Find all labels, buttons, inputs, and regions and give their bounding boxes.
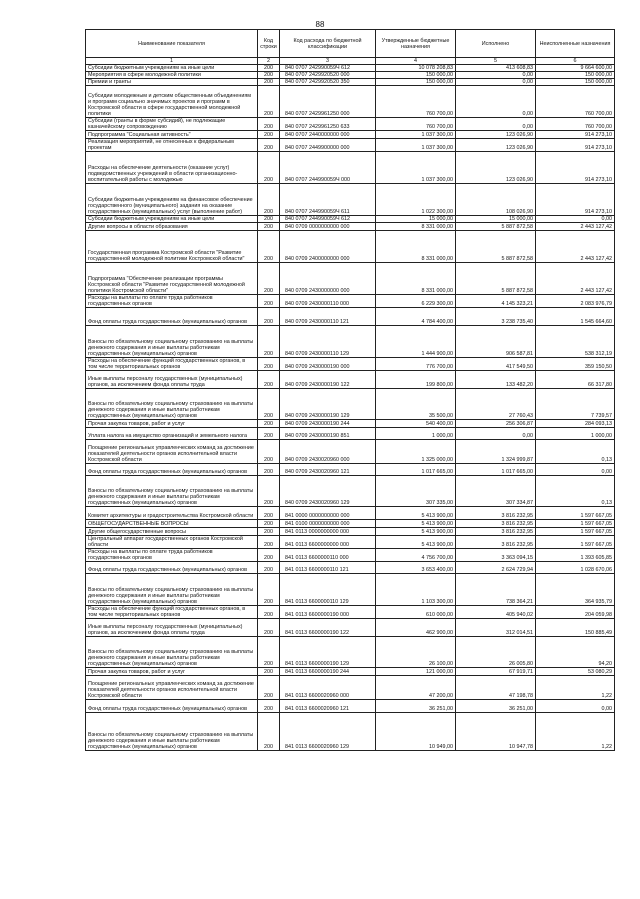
table-row [86,606,615,619]
cell-unexecuted: 914 273,10 [536,131,615,139]
cell-name: Субсидии бюджетным учреждениям на иные цели [86,216,258,223]
table-row [86,420,615,428]
cell-budget-code: 840 0709 2430000190 129 [280,389,376,420]
cell-approved: 199 800,00 [376,371,456,389]
cell-executed: 2 624 729,94 [456,562,536,574]
page-number: 88 [315,20,325,29]
cell-unexecuted: 150 885,49 [536,619,615,637]
table-row [86,637,615,668]
table-row [86,65,615,72]
cell-budget-code: 841 0113 6600000000 000 [280,536,376,549]
cell-executed: 0,00 [456,428,536,440]
table-row [86,507,615,520]
cell-name: Другие вопросы в области образования [86,223,258,231]
cell-name: Расходы на обеспечение деятельности (оказание услуг) подведомственных учреждений в области организационно-воспитательной работы с молодежью [86,152,258,184]
cell-approved: 1 000,00 [376,428,456,440]
cell-budget-code: 841 0113 6600020960 129 [280,713,376,751]
budget-execution-table [85,29,615,751]
cell-name: Взносы по обязательному социальному страхованию на выплаты денежного содержания и иные выплаты работникам государственных (муниципальных) органов [86,637,258,668]
table-row [86,86,615,118]
cell-unexecuted: 1 000,00 [536,428,615,440]
table-row [86,668,615,676]
cell-budget-code: 840 0707 2449900000 000 [280,139,376,152]
cell-unexecuted: 66 317,80 [536,371,615,389]
cell-name: Субсидии (гранты в форме субсидий), не подлежащие казначейскому сопровождению [86,118,258,131]
cell-unexecuted: 150 000,00 [536,79,615,86]
cell-name: Центральный аппарат государственных органов Костромской области [86,536,258,549]
cell-name: Субсидии бюджетным учреждениям на иные цели [86,65,258,72]
cell-line-code: 200 [258,65,280,72]
cell-executed: 0,00 [456,72,536,79]
cell-budget-code: 841 0113 6600000190 000 [280,606,376,619]
cell-budget-code: 840 0709 2430000190 122 [280,371,376,389]
cell-executed: 123 026,90 [456,131,536,139]
cell-executed: 108 026,90 [456,184,536,216]
cell-unexecuted: 538 312,19 [536,326,615,358]
cell-executed: 15 000,00 [456,216,536,223]
cell-budget-code: 840 0709 2430000110 000 [280,295,376,308]
cell-name: Расходы на выплаты по оплате труда работников государственных органов [86,295,258,308]
table-row [86,619,615,637]
cell-executed: 1 324 999,87 [456,440,536,464]
cell-name: Подпрограмма "Обеспечение реализации программы Костромской области "Развитие государственной молодежной политики Костромской области" [86,263,258,295]
cell-line-code: 200 [258,152,280,184]
table-row [86,263,615,295]
cell-budget-code: 840 0709 2430020960 129 [280,476,376,507]
cell-unexecuted: 914 273,10 [536,152,615,184]
cell-approved: 5 413 900,00 [376,507,456,520]
table-row [86,223,615,231]
cell-name: Субсидии молодежным и детским общественным объединениям и программ социально значимых проектов и программ в Костромской области в сфере государственной молодежной политики [86,86,258,118]
cell-line-code: 200 [258,358,280,371]
cell-name: Фонд оплаты труда государственных (муниципальных) органов [86,308,258,326]
table-row [86,131,615,139]
cell-line-code: 200 [258,420,280,428]
cell-name: Взносы по обязательному социальному страхованию на выплаты денежного содержания и иные выплаты работникам государственных (муниципальных) органов [86,389,258,420]
cell-line-code: 200 [258,713,280,751]
table-row [86,676,615,700]
table-row [86,713,615,751]
cell-name: Взносы по обязательному социальному страхованию на выплаты денежного содержания и иные выплаты работникам государственных (муниципальных) органов [86,476,258,507]
table-row [86,562,615,574]
cell-unexecuted: 760 700,00 [536,118,615,131]
cell-budget-code: 840 0707 2429920520 350 [280,79,376,86]
cell-budget-code: 840 0709 2430000190 000 [280,358,376,371]
cell-executed: 27 760,43 [456,389,536,420]
cell-unexecuted: 1 393 605,85 [536,549,615,562]
table-row [86,184,615,216]
cell-approved: 760 700,00 [376,86,456,118]
cell-name: Подпрограмма "Социальная активность" [86,131,258,139]
cell-approved: 1 017 665,00 [376,464,456,476]
table-row [86,520,615,528]
cell-executed: 0,00 [456,86,536,118]
cell-budget-code: 840 0707 2429961250 000 [280,86,376,118]
cell-name: Поощрение региональных управленческих команд за достижение показателей деятельности органов исполнительной власти Костромской области [86,676,258,700]
cell-line-code: 200 [258,676,280,700]
cell-line-code: 200 [258,72,280,79]
cell-name: Другие общегосударственные вопросы [86,528,258,536]
cell-executed: 5 887 872,58 [456,231,536,263]
cell-unexecuted: 1,22 [536,676,615,700]
cell-approved: 1 325 000,00 [376,440,456,464]
cell-executed: 26 005,80 [456,637,536,668]
cell-executed: 906 587,81 [456,326,536,358]
cell-approved: 3 653 400,00 [376,562,456,574]
cell-executed: 3 363 094,15 [456,549,536,562]
cell-name: Субсидии бюджетным учреждениям на финансовое обеспечение государственного (муниципального) задания на оказание государственных (муниципальных) услуг (выполнение работ) [86,184,258,216]
cell-unexecuted: 1,22 [536,713,615,751]
table-row [86,139,615,152]
cell-budget-code: 841 0113 6600000190 244 [280,668,376,676]
cell-approved: 121 000,00 [376,668,456,676]
cell-executed: 4 145 323,21 [456,295,536,308]
cell-name: Расходы на обеспечение функций государственных органов, в том числе территориальных органов [86,606,258,619]
cell-name: ОБЩЕГОСУДАРСТВЕННЫЕ ВОПРОСЫ [86,520,258,528]
cell-approved: 4 784 400,00 [376,308,456,326]
cell-approved: 760 700,00 [376,118,456,131]
cell-line-code: 200 [258,216,280,223]
cell-budget-code: 840 0709 2430000190 851 [280,428,376,440]
cell-approved: 35 500,00 [376,389,456,420]
cell-executed: 312 014,51 [456,619,536,637]
cell-budget-code: 841 0100 0000000000 000 [280,520,376,528]
cell-line-code: 200 [258,389,280,420]
cell-approved: 610 000,00 [376,606,456,619]
header-line-code: Код строки [258,30,280,58]
column-index: 2 [258,58,280,65]
cell-name: Прочая закупка товаров, работ и услуг [86,420,258,428]
cell-line-code: 200 [258,520,280,528]
cell-unexecuted: 1 545 664,60 [536,308,615,326]
table-row [86,79,615,86]
cell-executed: 3 238 735,40 [456,308,536,326]
cell-budget-code: 841 0113 6600000110 121 [280,562,376,574]
cell-budget-code: 840 0709 2430000110 129 [280,326,376,358]
cell-unexecuted: 0,13 [536,476,615,507]
cell-name: Расходы на обеспечение функций государственных органов, в том числе территориальных органов [86,358,258,371]
cell-approved: 540 400,00 [376,420,456,428]
cell-unexecuted: 2 443 127,42 [536,231,615,263]
cell-budget-code: 840 0709 2430020960 000 [280,440,376,464]
cell-line-code: 200 [258,440,280,464]
column-index: 1 [86,58,258,65]
cell-name: Реализация мероприятий, не отнесенных к федеральным проектам [86,139,258,152]
cell-budget-code: 840 0709 2430020960 121 [280,464,376,476]
table-row [86,152,615,184]
cell-unexecuted: 914 273,10 [536,139,615,152]
cell-name: Взносы по обязательному социальному страхованию на выплаты денежного содержания и иные выплаты работникам государственных (муниципальных) органов [86,326,258,358]
cell-approved: 10 078 208,83 [376,65,456,72]
cell-unexecuted: 150 000,00 [536,72,615,79]
cell-budget-code: 841 0000 0000000000 000 [280,507,376,520]
cell-line-code: 200 [258,606,280,619]
cell-unexecuted: 914 273,10 [536,184,615,216]
cell-name: Фонд оплаты труда государственных (муниципальных) органов [86,562,258,574]
cell-executed: 3 816 232,95 [456,536,536,549]
cell-executed: 0,00 [456,118,536,131]
cell-approved: 8 331 000,00 [376,263,456,295]
table-row [86,440,615,464]
column-index: 6 [536,58,615,65]
cell-unexecuted: 0,00 [536,464,615,476]
cell-line-code: 200 [258,231,280,263]
cell-name: Уплата налога на имущество организаций и земельного налога [86,428,258,440]
cell-line-code: 200 [258,464,280,476]
header-approved: Утвержденные бюджетные назначения [376,30,456,58]
cell-name: Взносы по обязательному социальному страхованию на выплаты денежного содержания и иные выплаты работникам государственных (муниципальных) органов [86,574,258,606]
cell-line-code: 200 [258,223,280,231]
cell-name: Комитет архитектуры и градостроительства Костромской области [86,507,258,520]
cell-line-code: 200 [258,619,280,637]
cell-approved: 4 756 700,00 [376,549,456,562]
table-row [86,464,615,476]
cell-budget-code: 840 0707 242990059Ч 612 [280,65,376,72]
table-row [86,574,615,606]
cell-unexecuted: 2 083 976,79 [536,295,615,308]
table-row [86,700,615,713]
cell-budget-code: 840 0709 2400000000 000 [280,231,376,263]
cell-approved: 8 331 000,00 [376,223,456,231]
cell-line-code: 200 [258,184,280,216]
cell-executed: 3 816 232,95 [456,507,536,520]
cell-line-code: 200 [258,326,280,358]
cell-executed: 1 017 665,00 [456,464,536,476]
cell-budget-code: 840 0709 2430000190 244 [280,420,376,428]
cell-unexecuted: 9 664 600,00 [536,65,615,72]
cell-executed: 10 947,78 [456,713,536,751]
cell-unexecuted: 1 597 667,05 [536,520,615,528]
cell-budget-code: 840 0707 244990059Ч 612 [280,216,376,223]
cell-unexecuted: 1 597 667,05 [536,507,615,520]
table-row [86,476,615,507]
cell-executed: 738 364,21 [456,574,536,606]
cell-executed: 405 940,02 [456,606,536,619]
cell-budget-code: 840 0709 2430000000 000 [280,263,376,295]
cell-line-code: 200 [258,295,280,308]
table-row [86,358,615,371]
cell-line-code: 200 [258,536,280,549]
cell-budget-code: 841 0113 6600020960 121 [280,700,376,713]
cell-executed: 3 816 232,95 [456,520,536,528]
cell-approved: 1 444 900,00 [376,326,456,358]
cell-approved: 1 037 300,00 [376,139,456,152]
cell-unexecuted: 1 597 667,05 [536,536,615,549]
cell-approved: 26 100,00 [376,637,456,668]
cell-budget-code: 841 0113 6600000190 129 [280,637,376,668]
cell-executed: 413 608,83 [456,65,536,72]
cell-budget-code: 840 0707 244990059Ч 000 [280,152,376,184]
cell-executed: 123 026,90 [456,152,536,184]
cell-approved: 36 251,00 [376,700,456,713]
cell-line-code: 200 [258,700,280,713]
table-row [86,295,615,308]
cell-budget-code: 840 0707 2440000000 000 [280,131,376,139]
cell-approved: 150 000,00 [376,72,456,79]
table-body [86,65,615,751]
header-executed: Исполнено [456,30,536,58]
cell-name: Фонд оплаты труда государственных (муниципальных) органов [86,464,258,476]
cell-name: Поощрение региональных управленческих команд за достижение показателей деятельности органов исполнительной власти Костромской области [86,440,258,464]
table-row [86,308,615,326]
column-index: 3 [280,58,376,65]
table-row [86,371,615,389]
table-row [86,216,615,223]
cell-unexecuted: 53 080,29 [536,668,615,676]
cell-name: Мероприятия в сфере молодежной политики [86,72,258,79]
cell-line-code: 200 [258,637,280,668]
cell-approved: 5 413 900,00 [376,536,456,549]
cell-unexecuted: 760 700,00 [536,86,615,118]
cell-budget-code: 841 0113 6600020960 000 [280,676,376,700]
cell-approved: 150 000,00 [376,79,456,86]
cell-approved: 5 413 900,00 [376,520,456,528]
cell-executed: 256 306,87 [456,420,536,428]
cell-executed: 133 482,20 [456,371,536,389]
cell-unexecuted: 0,00 [536,216,615,223]
table-row [86,549,615,562]
cell-line-code: 200 [258,428,280,440]
cell-line-code: 200 [258,79,280,86]
cell-unexecuted: 359 150,50 [536,358,615,371]
cell-approved: 15 000,00 [376,216,456,223]
cell-approved: 776 700,00 [376,358,456,371]
cell-approved: 1 022 300,00 [376,184,456,216]
cell-unexecuted: 2 443 127,42 [536,263,615,295]
cell-budget-code: 841 0113 0000000000 000 [280,528,376,536]
header-unexecuted: Неисполненные назначения [536,30,615,58]
cell-line-code: 200 [258,528,280,536]
cell-approved: 307 335,00 [376,476,456,507]
cell-line-code: 200 [258,371,280,389]
cell-line-code: 200 [258,86,280,118]
header-budget-code: Код расхода по бюджетной классификации [280,30,376,58]
cell-budget-code: 840 0707 244990059Ч 611 [280,184,376,216]
cell-line-code: 200 [258,131,280,139]
cell-executed: 47 198,78 [456,676,536,700]
cell-budget-code: 841 0113 6600000190 122 [280,619,376,637]
table-row [86,536,615,549]
cell-line-code: 200 [258,549,280,562]
cell-approved: 1 037 300,00 [376,152,456,184]
cell-executed: 36 251,00 [456,700,536,713]
table-row [86,231,615,263]
cell-budget-code: 840 0707 2429961250 633 [280,118,376,131]
cell-line-code: 200 [258,139,280,152]
cell-approved: 1 103 300,00 [376,574,456,606]
cell-executed: 417 549,50 [456,358,536,371]
cell-executed: 3 816 232,95 [456,528,536,536]
cell-name: Взносы по обязательному социальному страхованию на выплаты денежного содержания и иные выплаты работникам государственных (муниципальных) органов [86,713,258,751]
cell-budget-code: 840 0707 2429920520 000 [280,72,376,79]
cell-unexecuted: 0,13 [536,440,615,464]
cell-name: Фонд оплаты труда государственных (муниципальных) органов [86,700,258,713]
cell-executed: 123 026,90 [456,139,536,152]
cell-approved: 462 900,00 [376,619,456,637]
cell-line-code: 200 [258,562,280,574]
cell-executed: 307 334,87 [456,476,536,507]
table-row [86,326,615,358]
cell-line-code: 200 [258,308,280,326]
cell-name: Иные выплаты персоналу государственных (муниципальных) органов, за исключением фонда оплаты труда [86,371,258,389]
cell-name: Расходы на выплаты по оплате труда работников государственных органов [86,549,258,562]
table-row [86,72,615,79]
cell-executed: 0,00 [456,79,536,86]
cell-unexecuted: 1 028 670,06 [536,562,615,574]
cell-unexecuted: 284 093,13 [536,420,615,428]
header-row [86,30,615,58]
table-row [86,389,615,420]
cell-line-code: 200 [258,476,280,507]
cell-line-code: 200 [258,668,280,676]
column-index: 4 [376,58,456,65]
cell-unexecuted: 1 597 667,05 [536,528,615,536]
cell-approved: 1 037 300,00 [376,131,456,139]
cell-line-code: 200 [258,574,280,606]
table-row [86,428,615,440]
cell-unexecuted: 7 739,57 [536,389,615,420]
column-index-row [86,58,615,65]
cell-unexecuted: 204 059,98 [536,606,615,619]
cell-approved: 8 331 000,00 [376,231,456,263]
cell-name: Иные выплаты персоналу государственных (муниципальных) органов, за исключением фонда оплаты труда [86,619,258,637]
table-row [86,118,615,131]
cell-approved: 6 229 300,00 [376,295,456,308]
cell-line-code: 200 [258,263,280,295]
cell-name: Прочая закупка товаров, работ и услуг [86,668,258,676]
cell-executed: 67 919,71 [456,668,536,676]
cell-executed: 5 887 872,58 [456,223,536,231]
cell-unexecuted: 94,20 [536,637,615,668]
cell-line-code: 200 [258,118,280,131]
cell-unexecuted: 0,00 [536,700,615,713]
cell-budget-code: 840 0709 0000000000 000 [280,223,376,231]
cell-name: Премии и гранты [86,79,258,86]
cell-executed: 5 887 872,58 [456,263,536,295]
column-index: 5 [456,58,536,65]
cell-approved: 10 949,00 [376,713,456,751]
cell-budget-code: 841 0113 6600000110 129 [280,574,376,606]
cell-unexecuted: 364 935,79 [536,574,615,606]
cell-approved: 47 200,00 [376,676,456,700]
cell-unexecuted: 2 443 127,42 [536,223,615,231]
table-row [86,528,615,536]
header-name: Наименование показателя [86,30,258,58]
cell-budget-code: 840 0709 2430000110 121 [280,308,376,326]
cell-approved: 5 413 900,00 [376,528,456,536]
cell-budget-code: 841 0113 6600000110 000 [280,549,376,562]
cell-name: Государственная программа Костромской области "Развитие государственной молодежной политики Костромской области" [86,231,258,263]
cell-line-code: 200 [258,507,280,520]
